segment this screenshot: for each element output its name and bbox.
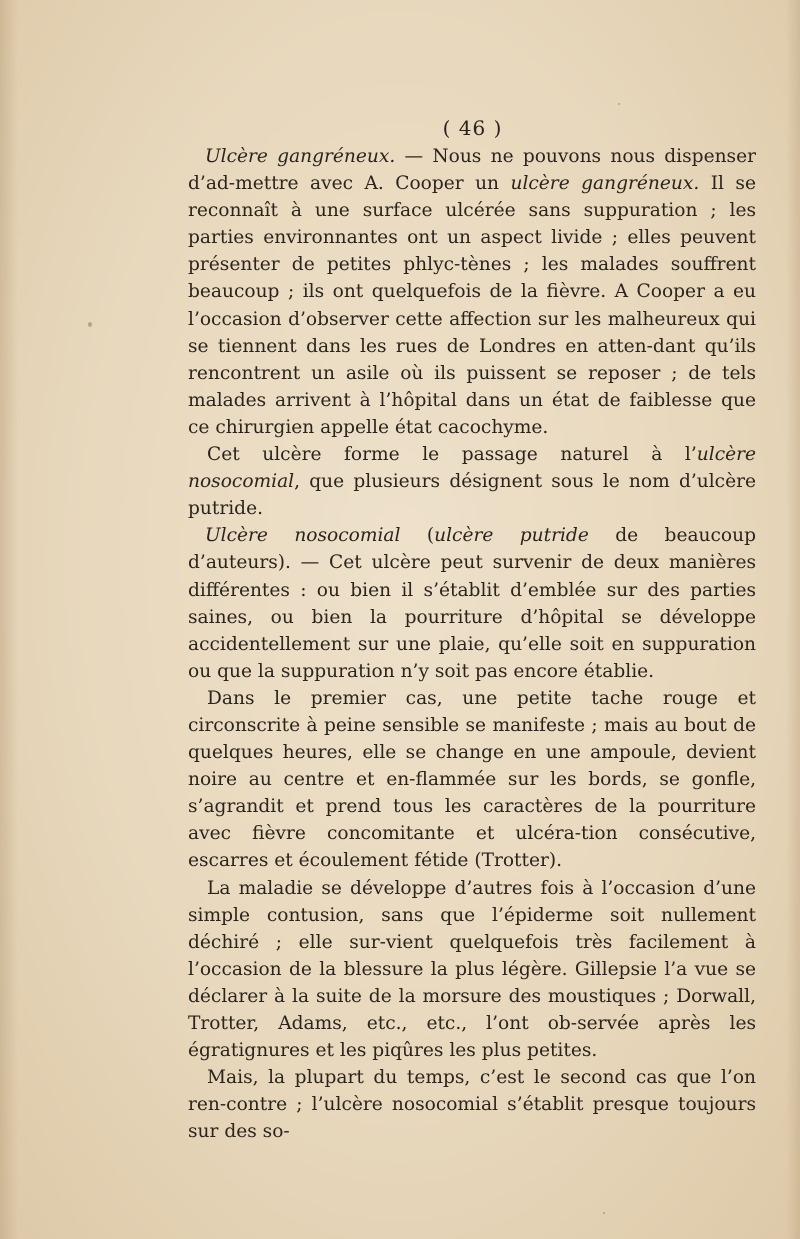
paragraph-ulcere-nosocomial: [188, 522, 756, 685]
page-number: ( 46 ): [442, 116, 503, 140]
paragraph-text: — Nous ne pouvons nous dispenser d’ad-mettre avec A. Cooper un: [188, 146, 756, 195]
paper-speck: [603, 1212, 605, 1214]
paragraph-text: , que plusieurs désignent sous le nom d’ulcère putride.: [188, 471, 756, 520]
page-edge-shadow-right: [786, 0, 800, 1239]
section-heading-ulcere-nosocomial: Ulcère nosocomial: [205, 525, 401, 547]
paragraph-premier-cas: Dans le premier cas, une petite tache rouge et circonscrite à peine sensible se manifeste ; mais au bout de quelques heures, elle se change en une ampoule, devient noire au centre et en-flammée sur les bords, se gonfle, s’agrandit et prend tous les caractères de la pourriture avec fièvre concomitante et ulcéra-tion consécutive, escarres et écoulement fétide (Trotter).: [188, 687, 756, 872]
paragraph-text: de beaucoup d’auteurs). — Cet ulcère peut survenir de deux manières différentes : ou bien il s’établit d’emblée sur des parties saines, ou bien la pourriture d’hôpital se développe accidentellement sur une plaie, qu’elle soit en suppuration ou que la suppuration n’y soit pas encore établie.: [188, 525, 756, 682]
paragraph-text: Il se reconnaît à une surface ulcérée sans suppuration ; les parties environnantes ont un aspect livide ; elles peuvent présenter de petites phlyc-tènes ; les malades souffrent beaucoup ; ils ont quelquefois de la fièvre. A Cooper a eu l’occasion d’observer cette affection sur les malheureux qui se tiennent dans les rues de Londres en atten-dant qu’ils rencontrent un asile où ils puissent se reposer ; de tels malades arrivent à l’hôpital dans un état de faiblesse que ce chirurgien appelle état cacochyme.: [188, 173, 756, 438]
page-edge-shadow-left: [0, 0, 18, 1239]
paragraph-ulcere-gangreneux: [188, 143, 756, 441]
paper-speck: [618, 103, 620, 105]
paper-speck: [88, 322, 92, 327]
paragraph-text: (: [400, 525, 435, 547]
paragraph-autres-fois: La maladie se développe d’autres fois à l’occasion d’une simple contusion, sans que l’épiderme soit nullement déchiré ; elle sur-vient quelquefois très facilement à l’occasion de la blessure la plus légère. Gillepsie l’a vue se déclarer à la suite de la morsure des moustiques ; Dorwall, Trotter, Adams, etc., etc., l’ont ob-servée après les égratignures et les piqûres les plus petites.: [188, 877, 756, 1062]
paragraph-passage-naturel: [188, 441, 756, 522]
paragraph-second-cas: Mais, la plupart du temps, c’est le second cas que l’on ren-contre ; l’ulcère nosocomial s’établit presque toujours sur des so-: [188, 1067, 756, 1143]
section-heading-ulcere-gangreneux: Ulcère gangréneux.: [205, 146, 396, 167]
italic-term: ulcère gangréneux.: [510, 173, 700, 195]
italic-term: ulcère putride: [434, 525, 589, 547]
body-text: [188, 143, 756, 1145]
paragraph-text: Cet ulcère forme le passage naturel à l’: [207, 444, 697, 466]
italic-term: ulcère nosocomial: [188, 444, 756, 493]
